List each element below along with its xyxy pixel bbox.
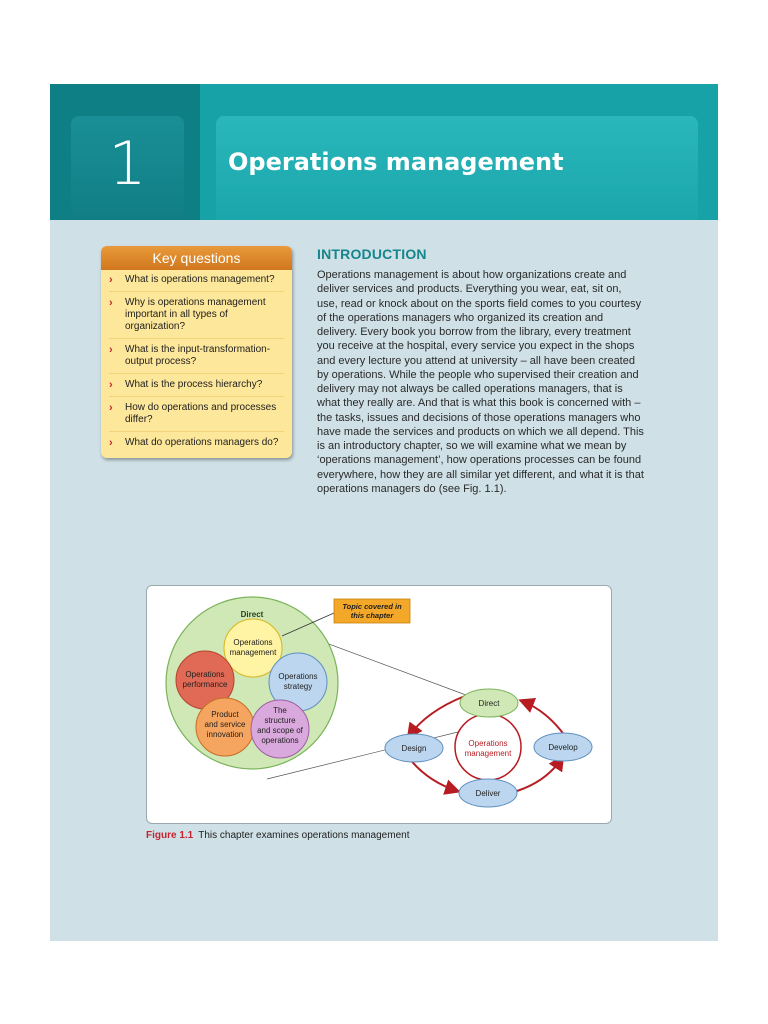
arrow-design-deliver <box>409 758 457 791</box>
introduction-body: Operations management is about how organizations create and deliver services and products. Everything you wear, eat, sit on, use, read or knock about on the sports field comes to you courtesy of the operations managers who organized its creation and delivery. Every book you borrow from the library, every treatment you receive at the hospital, every service you expect in the shops and every lecture you attend at university – all have been created by operations. While the people who supervised their creation and delivery may not always be called operations managers, that is what they really are. And that is what this book is concerned with – the tasks, issues and decisions of those operations managers who have made the services and products on which we all depend. This is an introductory chapter, so we will examine what we mean by ‘operations management’, how operations processes can be found everywhere, how they are all similar yet different, and what it is that operations managers do (see Fig. 1.1). <box>317 269 644 495</box>
chevron-right-icon: › <box>109 297 113 309</box>
label-product-innovation-1: Product <box>211 710 239 719</box>
key-questions-list <box>101 270 292 454</box>
arrow-deliver-develop <box>517 758 562 791</box>
key-question-item: › What do operations managers do? <box>109 437 279 449</box>
chapter-title-box <box>216 116 698 220</box>
chevron-right-icon: › <box>109 344 113 356</box>
node-deliver-label: Deliver <box>475 789 501 798</box>
chevron-right-icon: › <box>109 437 113 449</box>
label-operations-performance-2: performance <box>182 680 228 689</box>
key-question-item: › What is the process hierarchy? <box>109 379 284 397</box>
key-question-item: › How do operations and processes differ? <box>109 402 284 432</box>
center-label-2: management <box>464 749 512 758</box>
key-question-item: › What is operations management? <box>109 274 284 292</box>
label-operations-management-1: Operations <box>233 638 273 647</box>
key-question-item: › What is the input-transformation-output process? <box>109 344 284 374</box>
direct-circle-title: Direct <box>240 610 264 619</box>
introduction-heading: INTRODUCTION <box>317 246 427 262</box>
label-structure-4: operations <box>261 736 299 745</box>
center-label-1: Operations <box>468 739 508 748</box>
callout-text-1: Topic covered in <box>342 602 402 611</box>
label-product-innovation-2: and service <box>204 720 246 729</box>
key-questions-heading: Key questions <box>101 246 292 270</box>
figure-number: Figure 1.1 <box>146 830 194 841</box>
figure-card <box>146 585 612 824</box>
node-direct-label: Direct <box>478 699 500 708</box>
node-design-label: Design <box>401 744 427 753</box>
chevron-right-icon: › <box>109 274 113 286</box>
chapter-title: Operations management <box>228 148 564 176</box>
label-structure-2: structure <box>264 716 296 725</box>
label-operations-management-2: management <box>229 648 277 657</box>
key-questions-box <box>101 246 292 458</box>
callout-text-2: this chapter <box>350 611 394 620</box>
figure-caption <box>146 830 409 841</box>
chapter-number: 1 <box>71 116 184 220</box>
chevron-right-icon: › <box>109 379 113 391</box>
label-structure-1: The <box>273 706 287 715</box>
label-product-innovation-3: innovation <box>206 730 244 739</box>
label-operations-strategy-1: Operations <box>278 672 318 681</box>
arrow-direct-design <box>409 696 465 736</box>
figure-caption-text: This chapter examines operations management <box>198 830 410 841</box>
node-develop-label: Develop <box>548 743 578 752</box>
chevron-right-icon: › <box>109 402 113 414</box>
label-structure-3: and scope of <box>257 726 303 735</box>
label-operations-strategy-2: strategy <box>283 682 313 691</box>
arrow-develop-direct <box>522 701 565 736</box>
figure-diagram <box>147 586 611 823</box>
label-operations-performance-1: Operations <box>185 670 225 679</box>
key-question-item: › Why is operations management important in all types of organization? <box>109 297 284 339</box>
